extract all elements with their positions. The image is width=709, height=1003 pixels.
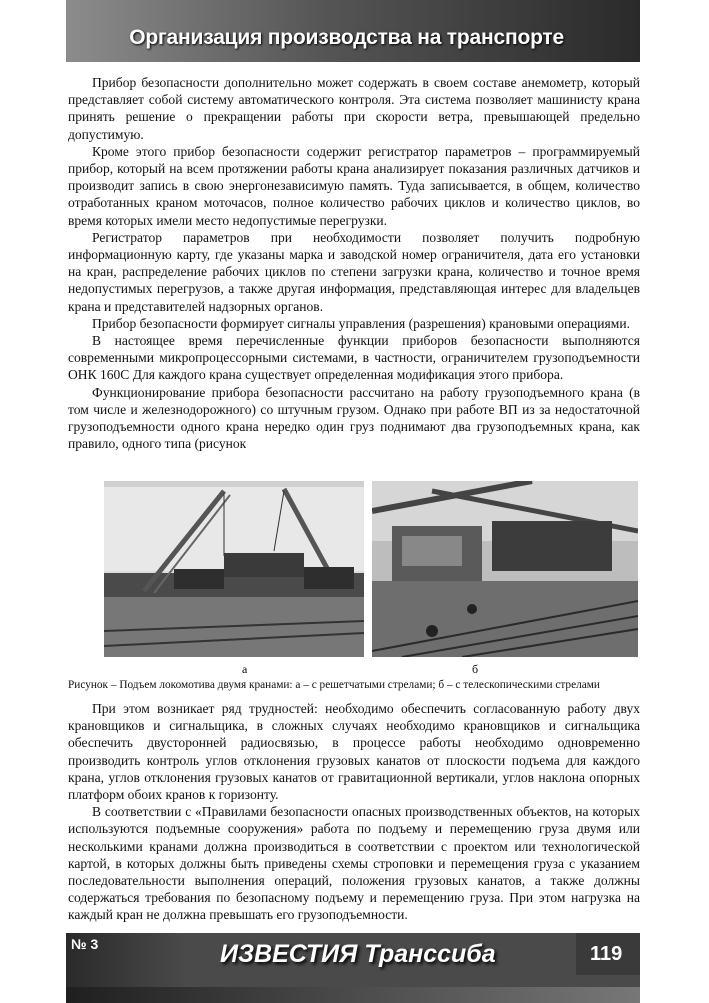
paragraph: При этом возникает ряд трудностей: необходимо обеспечить согласованную работу двух крановщиков и сигнальщика, в сложных случаях необходимо крановщиков и сигнальщика обеспечить двусторонней радиосвязью, в процессе работы необходимо одновременно производить контроль углов отклонения грузовых канатов от плоскости подъема для каждого крана, углов отклонения грузовых канатов от гравитационной вертикали, углов наклона опорных платформ обоих кранов к горизонту. <box>68 701 640 803</box>
journal-title: ИЗВЕСТИЯ Транссиба <box>220 940 496 968</box>
page-number-box <box>576 933 640 975</box>
section-title: Организация производства на транспорте <box>129 26 564 49</box>
paragraph: Регистратор параметров при необходимости позволяет получить подробную информационную карту, где указаны марка и заводской номер ограничителя, дата его установки на кран, распределение рабочих циклов по степени загрузки крана, количество и точное время недопустимых перегрузов, а также другая информация, представляющая интерес для владельцев крана и представителей надзорных органов. <box>68 229 640 314</box>
photo-b-image <box>372 481 638 657</box>
page-footer <box>66 933 640 1003</box>
paragraph: Функционирование прибора безопасности рассчитано на работу грузоподъемного крана (в том числе и железнодорожного) со штучным грузом. Однако при работе ВП из за недостаточной грузоподъемности одного крана нередко один груз поднимают два грузоподъемных крана, как правило, одного типа (рисунок <box>68 384 640 452</box>
paragraph: Прибор безопасности дополнительно может содержать в своем составе анемометр, который представляет собой систему автоматического контроля. Эта система позволяет машинисту крана принять решение о прекращении работы при скорости ветра, превышающей предельно допустимую. <box>68 75 640 142</box>
paragraph: В соответствии с «Правилами безопасности опасных производственных объектов, на которых используются подъемные сооружения» работа по подъему и перемещению груза двумя или несколькими кранами должна производиться в соответствии с проектом или технологической картой, в которых должны быть приведены схемы строповки и перемещения груза с указанием последовательности выполнения операций, положения грузовых канатов, а также должны содержаться требования по безопасному подъему и перемещению груза. При этом нагрузка на каждый кран не должна превышать его грузоподъемности. <box>68 804 640 923</box>
figure-cranes <box>104 481 638 657</box>
photo-telescopic-boom-cranes <box>372 481 638 657</box>
figure-label-b: б <box>472 662 479 676</box>
body-text-upper <box>68 74 640 452</box>
paragraph: Прибор безопасности формирует сигналы управления (разрешения) крановыми операциями. <box>92 315 630 331</box>
page-number: 119 <box>590 943 623 965</box>
footer-stripe <box>66 987 640 1003</box>
page-header <box>66 0 640 62</box>
paragraph: Кроме этого прибор безопасности содержит регистратор параметров – программируемый прибор, который на всем протяжении работы крана анализирует показания различных датчиков и производит запись в свою энергонезависимую память. Туда записывается, в общем, количество отработанных краном моточасов, полное количество рабочих циклов и количество циклов, во время которых имели место недопустимые перегрузки. <box>68 143 640 228</box>
body-text-lower <box>68 700 640 924</box>
figure-label-a: а <box>242 662 248 676</box>
figure-caption: Рисунок – Подъем локомотива двумя кранами: а – с решетчатыми стрелами; б – с телескопическими стрелами <box>68 679 600 691</box>
issue-number: № 3 <box>71 936 99 952</box>
photo-lattice-boom-cranes <box>104 481 364 657</box>
paragraph: В настоящее время перечисленные функции приборов безопасности выполняются современными микропроцессорными системами, в частности, ограничителем грузоподъемности ОНК 160С Для каждого крана существует определенная модификация этого прибора. <box>68 333 640 383</box>
photo-a-image <box>104 481 364 657</box>
